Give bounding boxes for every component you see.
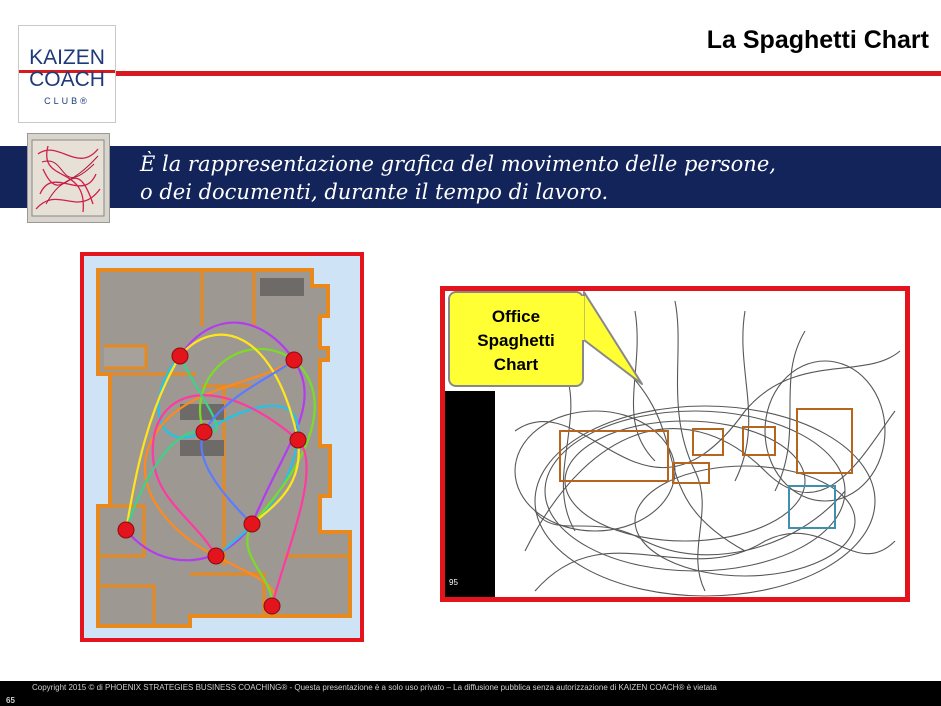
header-rule: [116, 71, 941, 76]
slide-title: La Spaghetti Chart: [706, 26, 929, 54]
callout-line-2: Spaghetti: [477, 331, 555, 350]
logo-line-1: KAIZEN: [29, 46, 105, 69]
callout-line-1: Office: [491, 307, 541, 326]
office-spaghetti-chart-callout: [448, 291, 584, 387]
sketch-corner-number: 95: [449, 578, 458, 587]
callout-line-3: Chart: [493, 355, 539, 374]
definition-line-2: o dei documenti, durante il tempo di lavoro.: [140, 180, 609, 204]
copyright-notice: Copyright 2015 © di PHOENIX STRATEGIES BUSINESS COACHING® - Questa presentazione è a solo uso privato – La diffusione pubblica senza autorizzazione di KAIZEN COACH® è vietata: [32, 683, 717, 692]
definition-text: [140, 150, 940, 206]
logo-line-2: COACH: [29, 68, 105, 91]
floorplan-spaghetti-diagram: [80, 252, 364, 642]
floorplan-svg: [84, 256, 360, 638]
spaghetti-thumbnail-image: [27, 133, 110, 223]
page-number: 65: [6, 696, 15, 705]
callout-pointer: [570, 290, 650, 390]
logo-line-3: CLUB®: [44, 96, 90, 106]
definition-line-1: È la rappresentazione grafica del movimento delle persone,: [140, 152, 776, 176]
kaizen-coach-club-logo: [18, 25, 116, 123]
